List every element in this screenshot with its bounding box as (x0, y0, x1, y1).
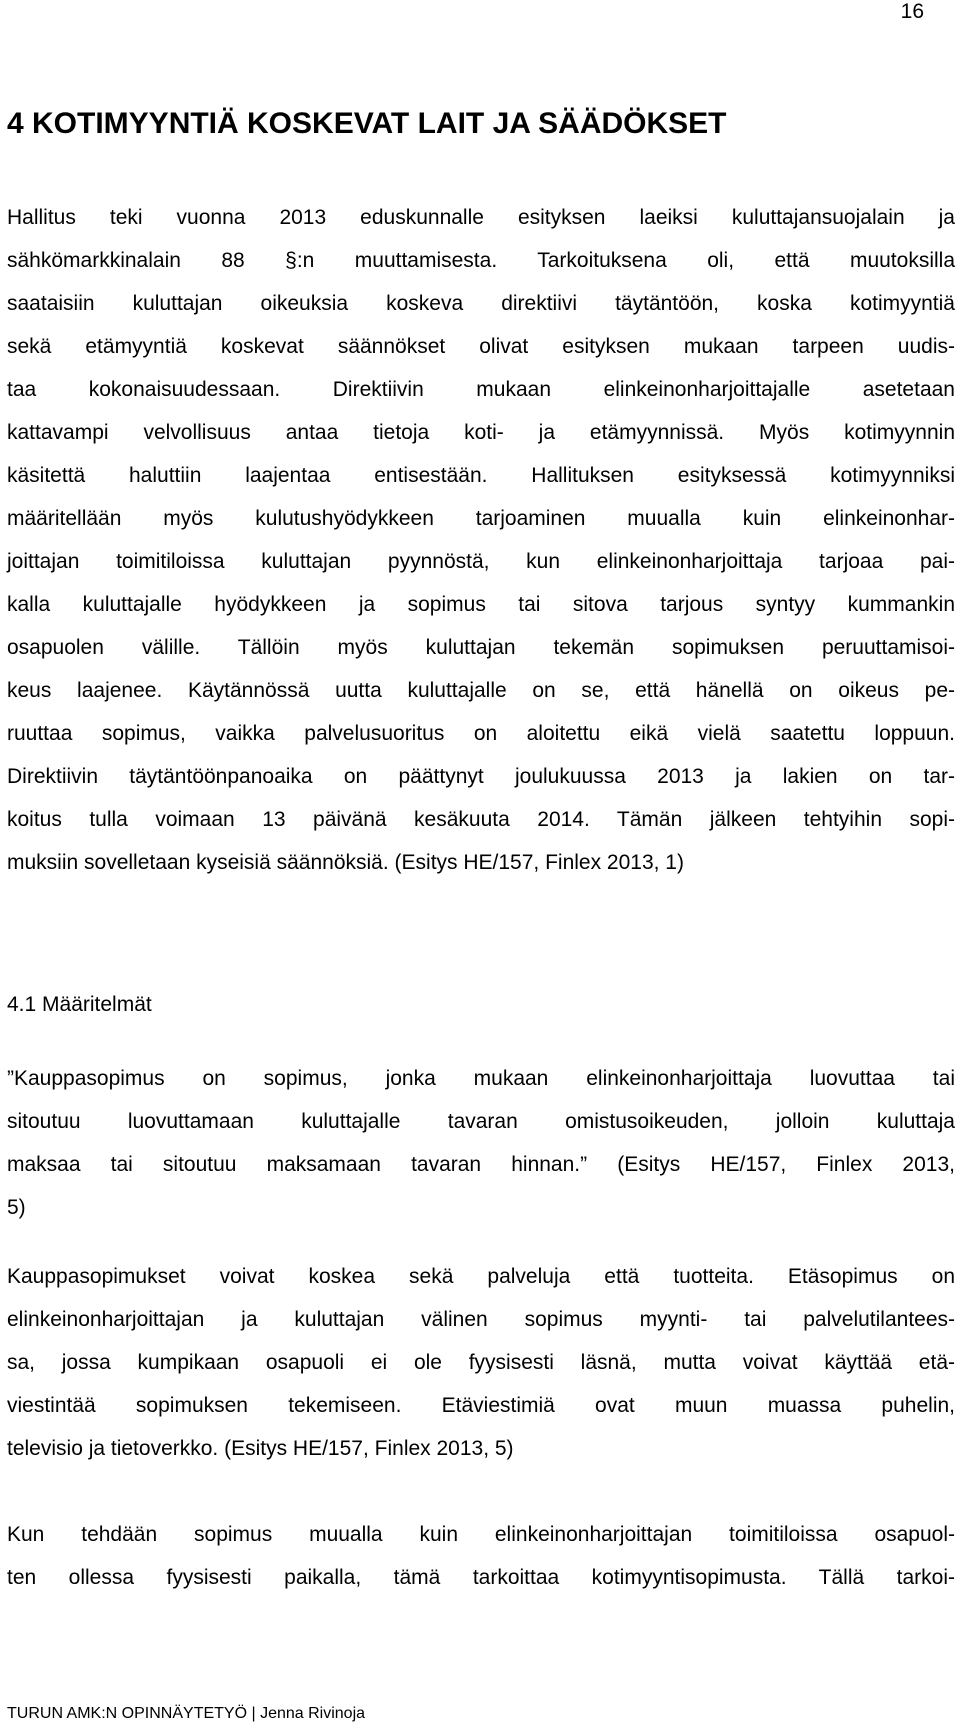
paragraph-line: televisio ja tietoverkko. (Esitys HE/157, Finlex 2013, 5) (7, 1437, 514, 1460)
paragraph-intro (7, 196, 955, 884)
page-footer: TURUN AMK:N OPINNÄYTETYÖ | Jenna Rivinoja (7, 1705, 366, 1722)
paragraph-line: sekä etämyyntiä koskevat säännökset olivat esityksen mukaan tarpeen uudis- (7, 335, 955, 358)
page-number: 16 (900, 0, 924, 23)
paragraph-line: kalla kuluttajalle hyödykkeen ja sopimus tai sitova tarjous syntyy kummankin (7, 593, 955, 616)
paragraph-line: käsitettä haluttiin laajentaa entisestään. Hallituksen esityksessä kotimyynniksi (7, 464, 955, 487)
paragraph-line: Kauppasopimukset voivat koskea sekä palveluja että tuotteita. Etäsopimus on (7, 1265, 955, 1288)
section-heading: 4.1 Määritelmät (7, 993, 152, 1016)
chapter-heading: 4 KOTIMYYNTIÄ KOSKEVAT LAIT JA SÄÄDÖKSET (7, 107, 727, 140)
paragraph-line: Direktiivin täytäntöönpanoaika on päättynyt joulukuussa 2013 ja lakien on tar- (7, 765, 955, 788)
paragraph-line: Kun tehdään sopimus muualla kuin elinkeinonharjoittajan toimitiloissa osapuol- (7, 1523, 955, 1546)
paragraph-line: ruuttaa sopimus, vaikka palvelusuoritus on aloitettu eikä vielä saatettu loppuun. (7, 722, 955, 745)
paragraph-line: koitus tulla voimaan 13 päivänä kesäkuuta 2014. Tämän jälkeen tehtyihin sopi- (7, 808, 955, 831)
paragraph-quote (7, 1057, 955, 1229)
paragraph-home-sales (7, 1513, 955, 1599)
paragraph-line: sähkömarkkinalain 88 §:n muuttamisesta. Tarkoituksena oli, että muutoksilla (7, 249, 955, 272)
paragraph-line: muksiin sovelletaan kyseisiä säännöksiä. (Esitys HE/157, Finlex 2013, 1) (7, 851, 684, 874)
paragraph-definitions (7, 1255, 955, 1470)
paragraph-line: ten ollessa fyysisesti paikalla, tämä tarkoittaa kotimyyntisopimusta. Tällä tarkoi- (7, 1566, 955, 1589)
paragraph-line: ”Kauppasopimus on sopimus, jonka mukaan elinkeinonharjoittaja luovuttaa tai (7, 1067, 955, 1090)
paragraph-line: määritellään myös kulutushyödykkeen tarjoaminen muualla kuin elinkeinonhar- (7, 507, 955, 530)
paragraph-line: sa, jossa kumpikaan osapuoli ei ole fyysisesti läsnä, mutta voivat käyttää etä- (7, 1351, 955, 1374)
paragraph-line: maksaa tai sitoutuu maksamaan tavaran hinnan.” (Esitys HE/157, Finlex 2013, (7, 1153, 955, 1176)
paragraph-line: osapuolen välille. Tällöin myös kuluttajan tekemän sopimuksen peruuttamisoi- (7, 636, 955, 659)
paragraph-line: viestintää sopimuksen tekemiseen. Etäviestimiä ovat muun muassa puhelin, (7, 1394, 955, 1417)
paragraph-line: Hallitus teki vuonna 2013 eduskunnalle esityksen laeiksi kuluttajansuojalain ja (7, 206, 955, 229)
paragraph-line: keus laajenee. Käytännössä uutta kuluttajalle on se, että hänellä on oikeus pe- (7, 679, 955, 702)
paragraph-line: saataisiin kuluttajan oikeuksia koskeva direktiivi täytäntöön, koska kotimyyntiä (7, 292, 955, 315)
paragraph-line: kattavampi velvollisuus antaa tietoja koti- ja etämyynnissä. Myös kotimyynnin (7, 421, 955, 444)
paragraph-line: taa kokonaisuudessaan. Direktiivin mukaan elinkeinonharjoittajalle asetetaan (7, 378, 955, 401)
paragraph-line: sitoutuu luovuttamaan kuluttajalle tavaran omistusoikeuden, jolloin kuluttaja (7, 1110, 955, 1133)
paragraph-line: joittajan toimitiloissa kuluttajan pyynnöstä, kun elinkeinonharjoittaja tarjoaa pai- (7, 550, 955, 573)
paragraph-line: 5) (7, 1196, 26, 1219)
paragraph-line: elinkeinonharjoittajan ja kuluttajan välinen sopimus myynti- tai palvelutilantees- (7, 1308, 955, 1331)
